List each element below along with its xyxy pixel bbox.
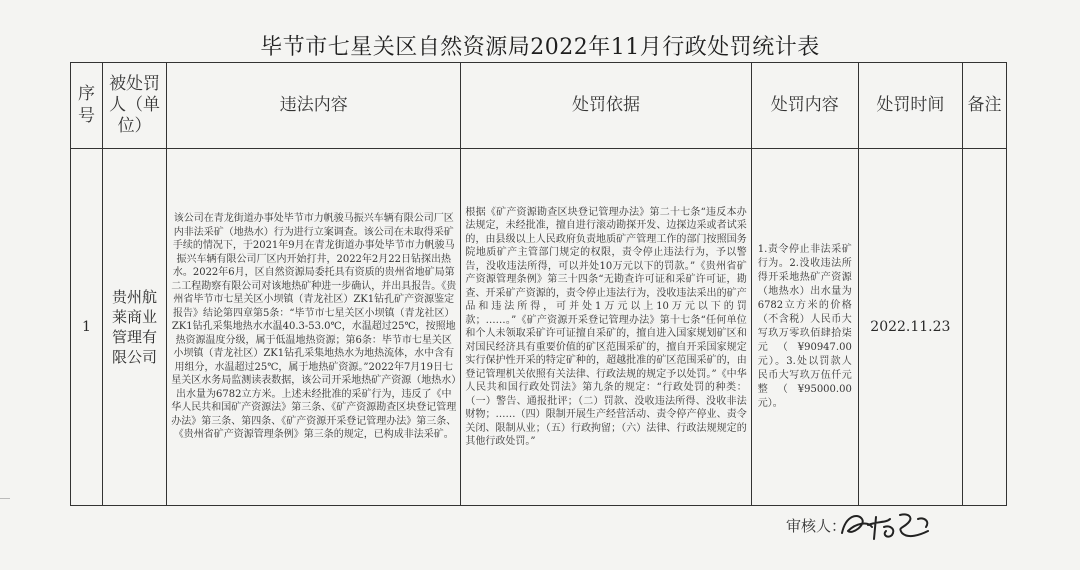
punishment-text: 1.责令停止非法采矿行为。2.没收违法所得开采地热矿产资源（地热水）出水量为6782立方米的价格（不含税）人民币大写玖万零玖佰肆拾柒元（¥90947.00元）。3.处以罚款人民币大写玖万伍仟元整（¥95000.00元）。 [757, 244, 852, 409]
table-header-row [71, 63, 1007, 149]
cell-seq: 1 [71, 149, 103, 506]
cell-note [962, 149, 1006, 506]
penalty-table [70, 62, 1007, 506]
cell-violation [167, 149, 461, 506]
reviewer-label: 审核人： [786, 517, 847, 535]
table-row [71, 149, 1007, 506]
violation-text: 该公司在青龙街道办事处毕节市力帆骏马振兴车辆有限公司厂区内非法采矿（地热水）行为进行立案调查。该公司在未取得采矿手续的情况下，于2021年9月在青龙街道办事处毕节市力帆骏马振兴车辆有限公司厂区内开始打井，2022年2月22日钻探出热水。2022年6月，区自然资源局委托具有资质的贵州省地矿局第二工程勘察有限公司对该地热矿种进一步确认，并出具报告。《贵州省毕节市七星关区小坝镇（青龙社区）ZK1钻孔矿产资源鉴定报告》结论第四章第5条：“毕节市七星关区小坝镇（青龙社区）ZK1钻孔采集地热水水温40.3-53.0℃，水温超过25℃，按照地热资源温度分级，属于低温地热资源；第6条：毕节市七星关区小坝镇（青龙社区）ZK1钻孔采集地热水为地热流体，水中含有用组分，水温超过25℃，属于地热矿资源。”2022年7月19日七星关区水务局监测读表数据，该公司开采地热矿产资源（地热水）出水量为6782立方米。上述未经批准的采矿行为，违反了《中华人民共和国矿产资源法》第三条、《矿产资源勘查区块登记管理办法》第三条、第四条、《矿产资源开采登记管理办法》第三条、《贵州省矿产资源管理条例》第三条的规定，已构成非法采矿。 [171, 213, 457, 441]
header-time: 处罚时间 [858, 63, 962, 149]
header-seq: 序号 [71, 63, 103, 149]
fold-mark [0, 498, 10, 505]
header-note: 备注 [962, 63, 1006, 149]
header-basis: 处罚依据 [461, 63, 751, 149]
cell-basis [461, 149, 751, 506]
document-title: 毕节市七星关区自然资源局2022年11月行政处罚统计表 [260, 35, 820, 60]
header-party: 被处罚人（单位） [103, 63, 167, 149]
header-violation: 违法内容 [167, 63, 461, 149]
basis-text: 根据《矿产资源勘查区块登记管理办法》第二十七条“违反本办法规定，未经批准，擅自进行滚动勘探开发、边探边采或者试采的，由县级以上人民政府负责地质矿产管理工作的部门按照国务院地质矿产主管部门规定的权限，责令停止违法行为，予以警告，没收违法所得，可以并处10万元以下的罚款。”《贵州省矿产资源管理条例》第三十四条“无勘查许可证和采矿许可证，勘查、开采矿产资源的，责令停止违法行为，没收违法采出的矿产品和违法所得，可并处1万元以上10万元以下的罚款；……。”《矿产资源开采登记管理办法》第十七条“任何单位和个人未领取采矿许可证擅自采矿的，擅自进入国家规划矿区和对国民经济具有重要价值的矿区范围采矿的，擅自开采国家规定实行保护性开采的特定矿种的，超越批准的矿区范围采矿的，由登记管理机关依照有关法律、行政法规的规定予以处罚。”《中华人民共和国行政处罚法》第九条的规定：“行政处罚的种类：（一）警告、通报批评；（二）罚款、没收违法所得、没收非法财物；……（四）限制开展生产经营活动、责令停产停业、责令关闭、限制从业；（五）行政拘留；（六）法律、行政法规规定的其他行政处罚。” [465, 206, 747, 447]
reviewer-signature [838, 505, 948, 545]
cell-party: 贵州航莱商业管理有限公司 [103, 149, 167, 506]
cell-punishment [751, 149, 858, 506]
header-punishment: 处罚内容 [751, 63, 858, 149]
cell-time: 2022.11.23 [858, 149, 962, 506]
